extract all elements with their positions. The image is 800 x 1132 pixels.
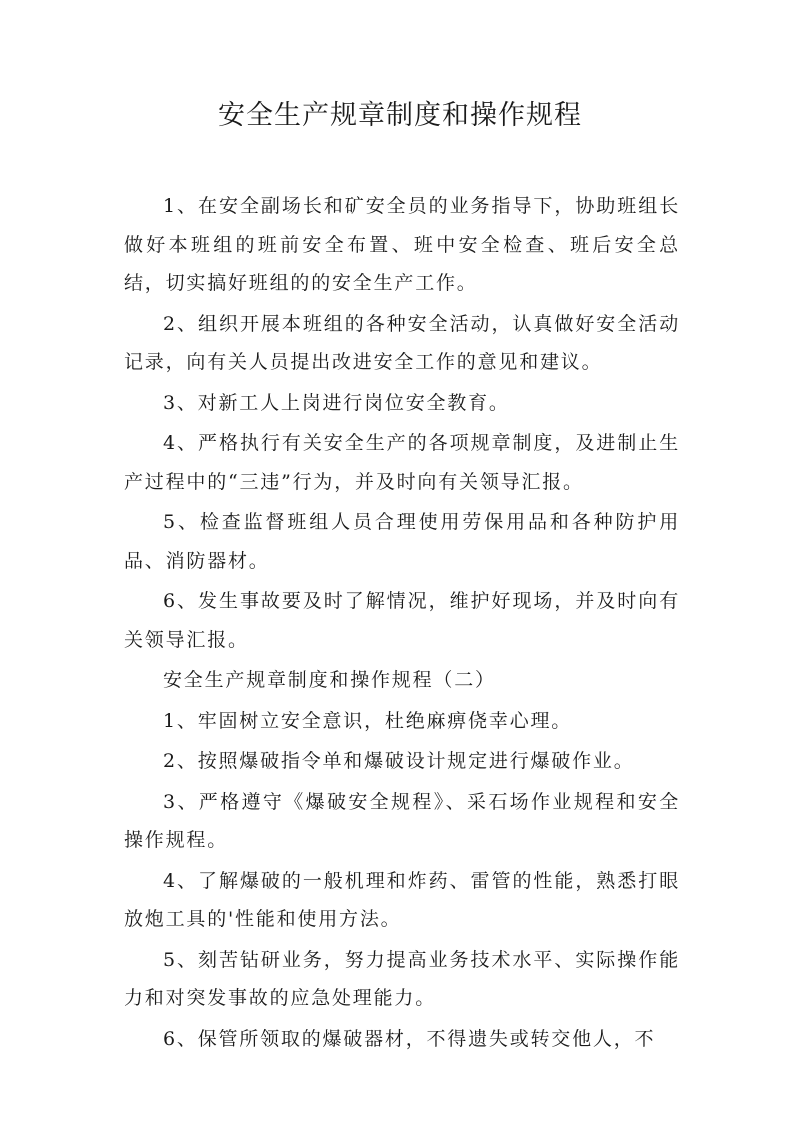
paragraph-11: 5、刻苦钻研业务，努力提高业务技术水平、实际操作能力和对突发事故的应急处理能力。 bbox=[124, 948, 680, 1009]
document-body bbox=[124, 187, 680, 1060]
paragraph-2: 2、组织开展本班组的各种安全活动，认真做好安全活动记录，向有关人员提出改进安全工作的意见和建议。 bbox=[124, 312, 680, 373]
paragraph-12: 6、保管所领取的爆破器材，不得遗失或转交他人，不 bbox=[163, 1027, 656, 1050]
paragraph-5: 5、检查监督班组人员合理使用劳保用品和各种防护用品、消防器材。 bbox=[124, 511, 680, 572]
paragraph-3: 3、对新工人上岗进行岗位安全教育。 bbox=[163, 391, 510, 414]
document-title: 安全生产规章制度和操作规程 bbox=[218, 100, 582, 131]
paragraph-8: 2、按照爆破指令单和爆破设计规定进行爆破作业。 bbox=[163, 750, 635, 772]
paragraph-10: 4、了解爆破的一般机理和炸药、雷管的性能，熟悉打眼放炮工具的'性能和使用方法。 bbox=[124, 869, 680, 930]
section-heading-2: 安全生产规章制度和操作规程（二） bbox=[163, 669, 496, 691]
paragraph-9: 3、严格遵守《爆破安全规程》、采石场作业规程和安全操作规程。 bbox=[124, 790, 680, 851]
paragraph-7: 1、牢固树立安全意识，杜绝麻痹侥幸心理。 bbox=[163, 709, 573, 732]
paragraph-6: 6、发生事故要及时了解情况，维护好现场，并及时向有关领导汇报。 bbox=[124, 590, 680, 651]
paragraph-1: 1、在安全副场长和矿安全员的业务指导下，协助班组长做好本班组的班前安全布置、班中安全检查、班后安全总结，切实搞好班组的的安全生产工作。 bbox=[124, 195, 680, 294]
paragraph-4: 4、严格执行有关安全生产的各项规章制度，及进制止生产过程中的“三违”行为，并及时向有关领导汇报。 bbox=[124, 432, 680, 493]
